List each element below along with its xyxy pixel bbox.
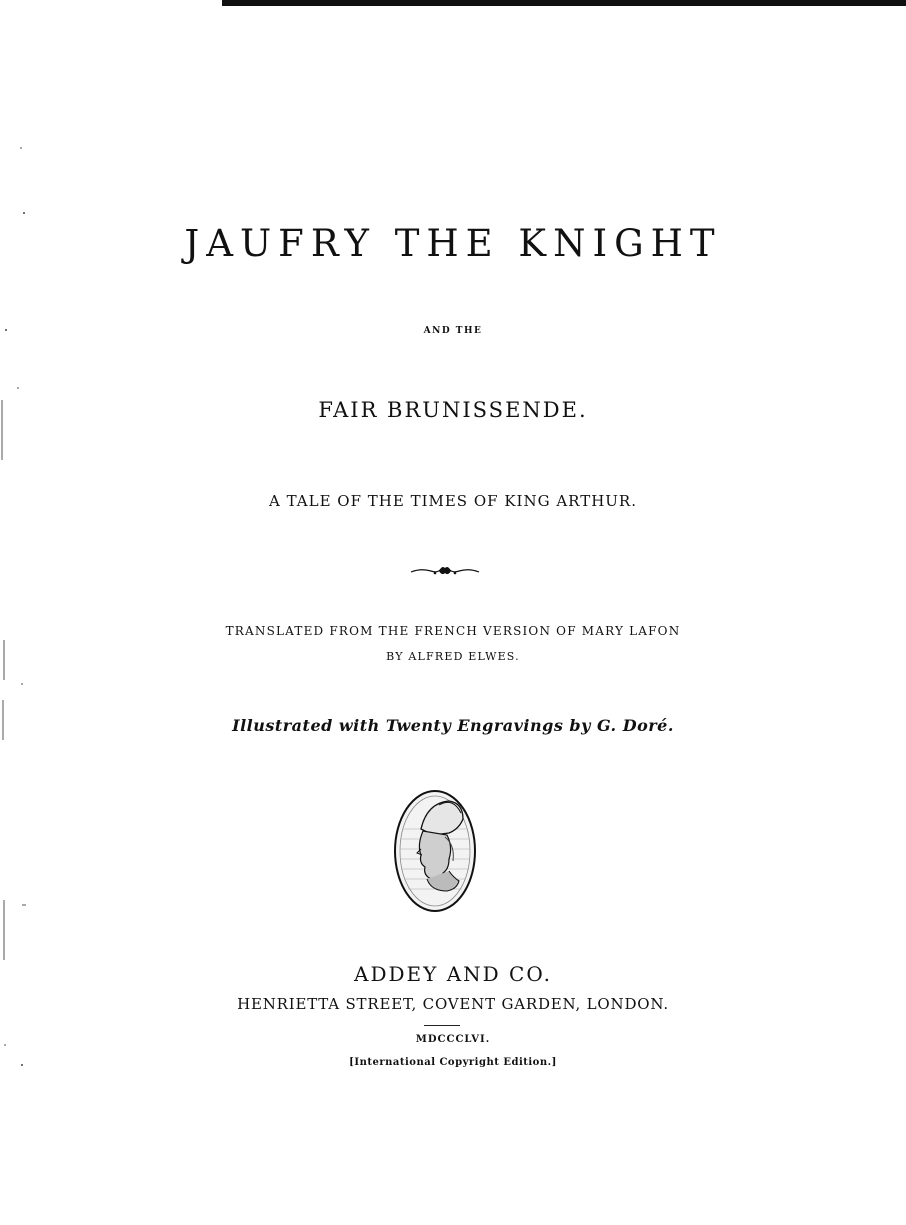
translation-credit: TRANSLATED FROM THE FRENCH VERSION OF MARY LAFON <box>225 624 681 638</box>
publisher-name: ADDEY AND CO. <box>354 962 552 986</box>
book-tagline: A TALE OF THE TIMES OF KING ARTHUR. <box>269 492 637 510</box>
publication-date: MDCCCLVI. <box>415 1034 491 1045</box>
edition-note: [International Copyright Edition.] <box>349 1057 557 1068</box>
flourish-ornament-icon <box>409 564 481 578</box>
book-subtitle: FAIR BRUNISSENDE. <box>318 398 588 422</box>
illustration-credit: Illustrated with Twenty Engravings by G. Doré. <box>232 716 674 735</box>
date-rule <box>424 1025 460 1026</box>
athena-medallion-icon <box>393 789 477 913</box>
title-connector: AND THE <box>423 326 483 336</box>
translator-credit: BY ALFRED ELWES. <box>386 650 520 663</box>
book-title: JAUFRY THE KNIGHT <box>184 222 722 265</box>
publisher-address: HENRIETTA STREET, COVENT GARDEN, LONDON. <box>237 995 669 1013</box>
top-edge-rule <box>222 0 906 6</box>
